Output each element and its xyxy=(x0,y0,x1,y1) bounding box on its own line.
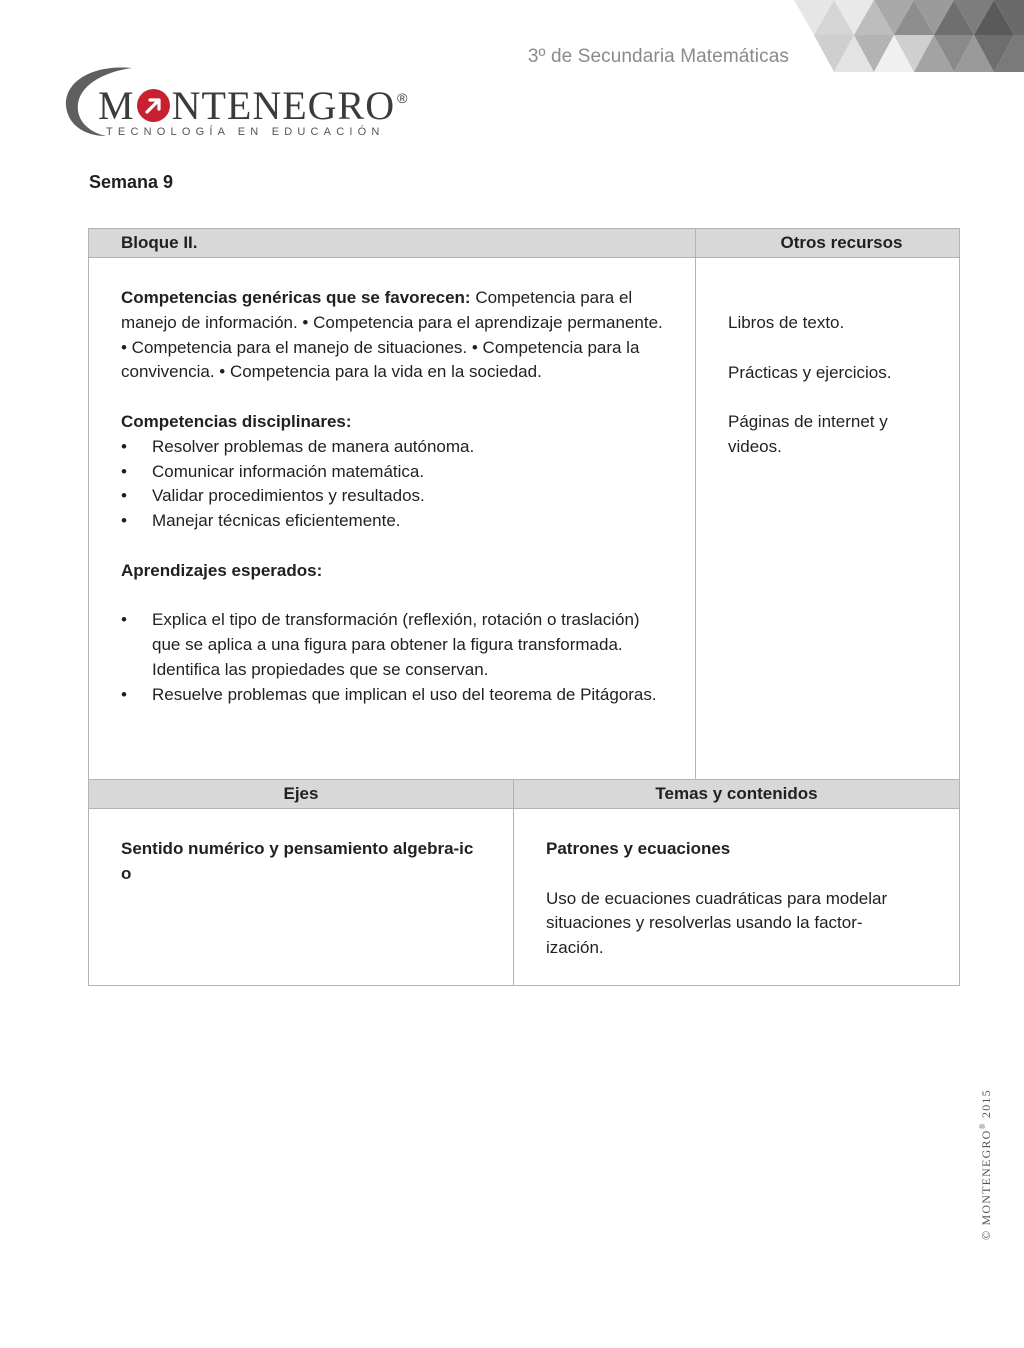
list-item: • Comunicar información matemática. xyxy=(121,460,663,485)
copyright-year: 2015 xyxy=(979,1089,993,1123)
generic-competencies-text: Competencia para el manejo de información. • Competencia para el aprendizaje permanente. • Competencia para el manejo de situaciones. • Competencia para la convivencia. • Competencia para la vida en la sociedad. xyxy=(121,288,663,382)
bullet-icon: • xyxy=(121,610,127,630)
logo-arrow-icon xyxy=(137,89,170,122)
list-item: • Validar procedimientos y resultados. xyxy=(121,484,663,509)
disciplinary-list xyxy=(121,435,663,534)
block-table xyxy=(88,228,960,780)
resources-cell xyxy=(696,258,960,780)
expected-learning-list xyxy=(121,608,663,707)
bullet-icon: • xyxy=(121,486,127,506)
logo-registered-mark: ® xyxy=(397,90,409,106)
copyright-notice: © MONTENEGRO® 2015 xyxy=(978,1089,993,1240)
competencies-cell xyxy=(89,258,696,780)
resource-item: Libros de texto. xyxy=(728,313,845,332)
resource-item: Prácticas y ejercicios. xyxy=(728,362,892,382)
bullet-icon: • xyxy=(121,684,127,704)
bullet-icon: • xyxy=(121,461,127,481)
list-item: • Manejar técnicas eficientemente. xyxy=(121,509,663,534)
list-item: • Explica el tipo de transformación (reflexión, rotación o traslación) que se aplica a una figura para obtener la figura transformada. Identifica las propiedades que se conservan. xyxy=(121,610,640,679)
list-item: • Resuelve problemas que implican el uso del teorema de Pitágoras. xyxy=(121,683,663,708)
topic-title: Patrones y ecuaciones xyxy=(546,839,731,858)
logo-letter-m: M xyxy=(98,83,135,128)
generic-competencies xyxy=(121,286,663,385)
topic-text: Uso de ecuaciones cuadráticas para modelar situaciones y resolverlas usando la factor-ización. xyxy=(546,888,888,958)
bullet-icon: • xyxy=(121,511,127,531)
disciplinary-label: Competencias disciplinares: xyxy=(121,411,352,431)
subject-title: 3º de Secundaria Matemáticas xyxy=(527,46,789,67)
axes-table xyxy=(88,779,960,986)
axis-text: Sentido numérico y pensamiento algebra-ico xyxy=(121,839,474,883)
block-header: Bloque II. xyxy=(89,229,696,258)
logo-tagline: TECNOLOGÍA EN EDUCACIÓN xyxy=(106,126,385,138)
bullet-icon: • xyxy=(121,436,127,456)
decorative-triangles xyxy=(794,0,1024,78)
axis-cell xyxy=(89,809,514,986)
topics-cell xyxy=(514,809,960,986)
expected-learning-label: Aprendizajes esperados: xyxy=(121,560,323,580)
resource-item: Páginas de internet y videos. xyxy=(728,412,888,456)
list-item: • Resolver problemas de manera autónoma. xyxy=(121,435,663,460)
week-title: Semana 9 xyxy=(89,172,174,192)
logo-wordmark-rest: NTENEGRO xyxy=(171,83,396,128)
resources-header: Otros recursos xyxy=(696,229,960,258)
generic-competencies-label: Competencias genéricas que se favorecen: xyxy=(121,288,471,307)
copyright-registered-mark: ® xyxy=(978,1122,987,1130)
axes-header: Ejes xyxy=(89,780,514,809)
topics-header: Temas y contenidos xyxy=(514,780,960,809)
montenegro-logo xyxy=(62,62,409,142)
